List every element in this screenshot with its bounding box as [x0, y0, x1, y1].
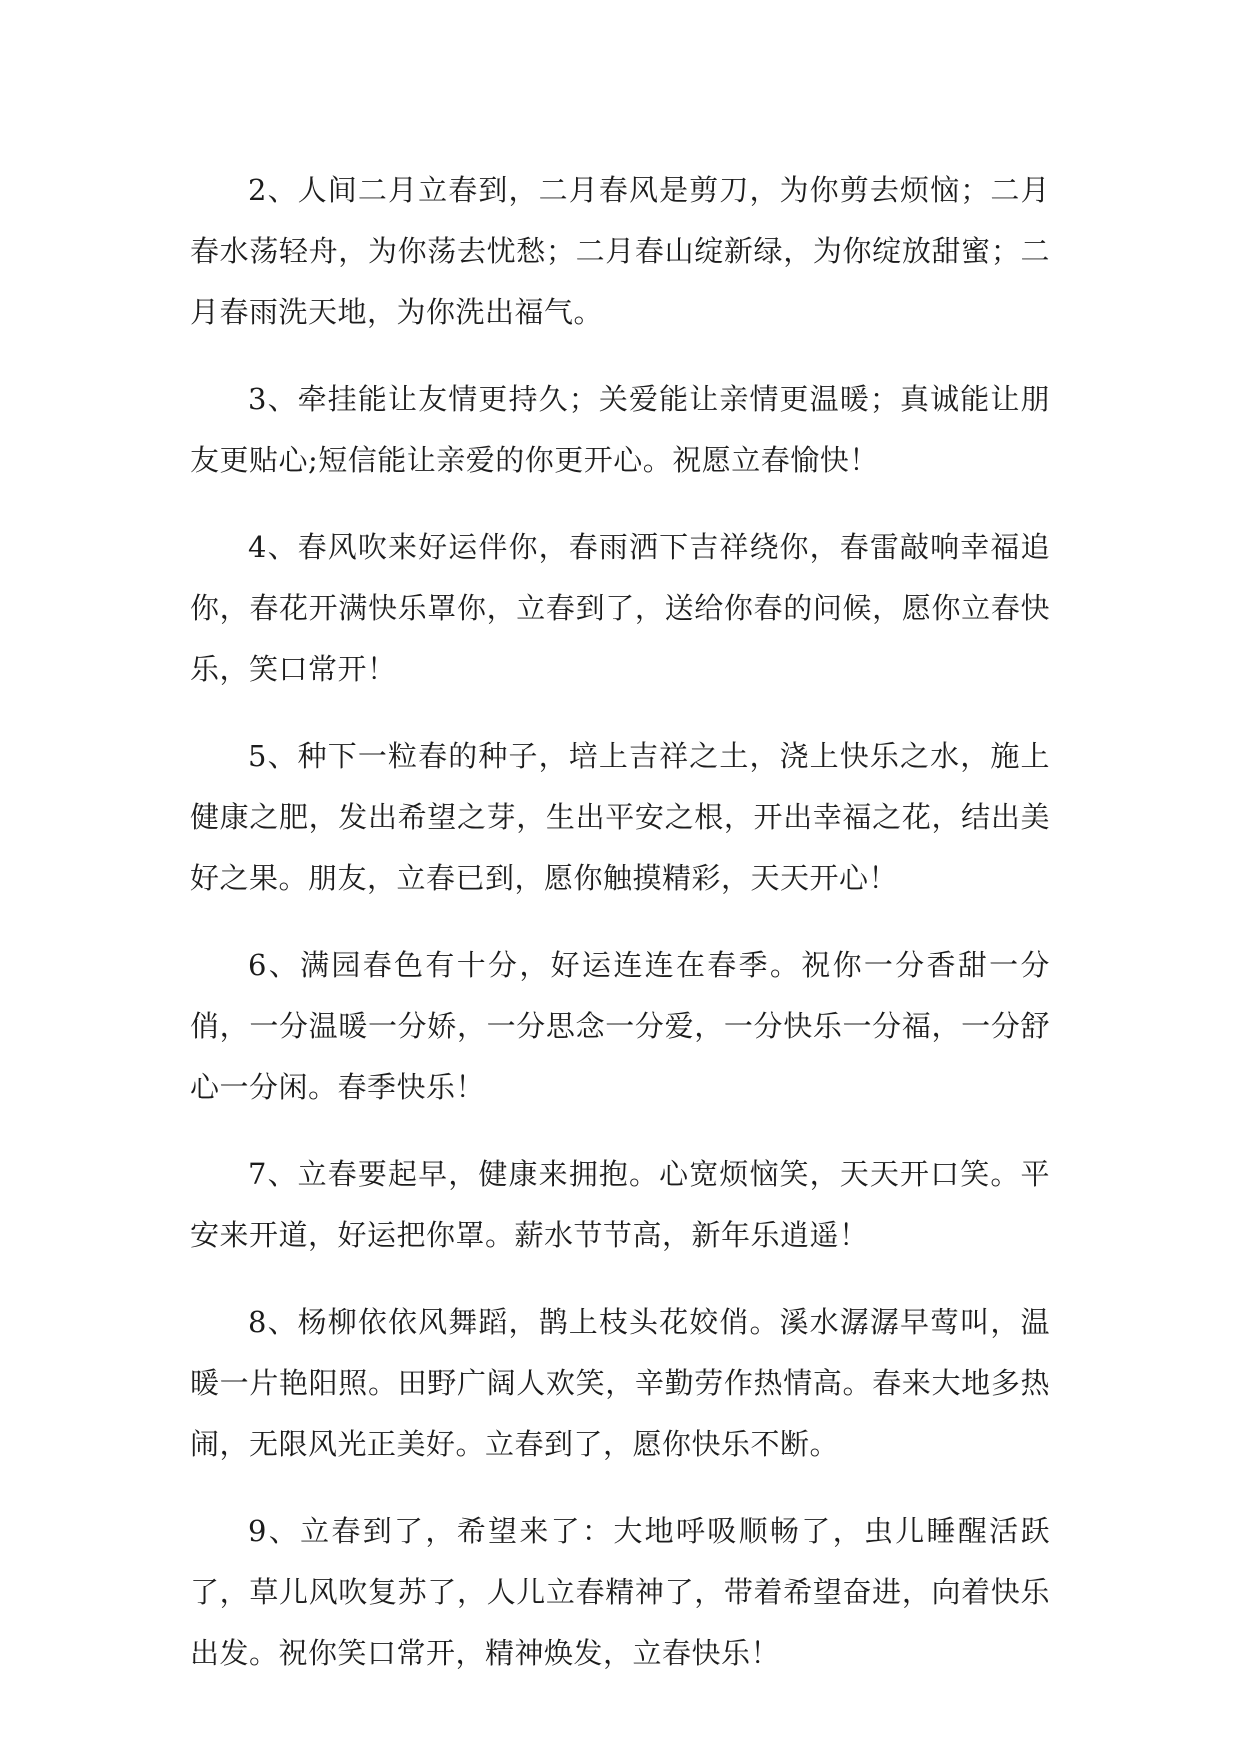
paragraph-2: 2、人间二月立春到，二月春风是剪刀，为你剪去烦恼；二月春水荡轻舟，为你荡去忧愁；二月春山绽新绿，为你绽放甜蜜；二月春雨洗天地，为你洗出福气。	[190, 173, 1050, 329]
paragraph-9: 9、立春到了，希望来了：大地呼吸顺畅了，虫儿睡醒活跃了，草儿风吹复苏了，人儿立春精神了，带着希望奋进，向着快乐出发。祝你笑口常开，精神焕发，立春快乐！	[190, 1514, 1050, 1670]
paragraph-4: 4、春风吹来好运伴你，春雨洒下吉祥绕你，春雷敲响幸福追你，春花开满快乐罩你，立春到了，送给你春的问候，愿你立春快乐，笑口常开！	[190, 530, 1050, 686]
document-body	[190, 160, 1050, 1710]
paragraph-6: 6、满园春色有十分，好运连连在春季。祝你一分香甜一分俏，一分温暖一分娇，一分思念一分爱，一分快乐一分福，一分舒心一分闲。春季快乐！	[190, 948, 1050, 1104]
paragraph-3: 3、牵挂能让友情更持久；关爱能让亲情更温暖；真诚能让朋友更贴心;短信能让亲爱的你更开心。祝愿立春愉快！	[190, 382, 1050, 477]
paragraph-7: 7、立春要起早，健康来拥抱。心宽烦恼笑，天天开口笑。平安来开道，好运把你罩。薪水节节高，新年乐逍遥！	[190, 1157, 1050, 1252]
paragraph-8: 8、杨柳依依风舞蹈，鹊上枝头花姣俏。溪水潺潺早莺叫，温暖一片艳阳照。田野广阔人欢笑，辛勤劳作热情高。春来大地多热闹，无限风光正美好。立春到了，愿你快乐不断。	[190, 1305, 1050, 1461]
paragraph-5: 5、种下一粒春的种子，培上吉祥之土，浇上快乐之水，施上健康之肥，发出希望之芽，生出平安之根，开出幸福之花，结出美好之果。朋友，立春已到，愿你触摸精彩，天天开心！	[190, 739, 1050, 895]
